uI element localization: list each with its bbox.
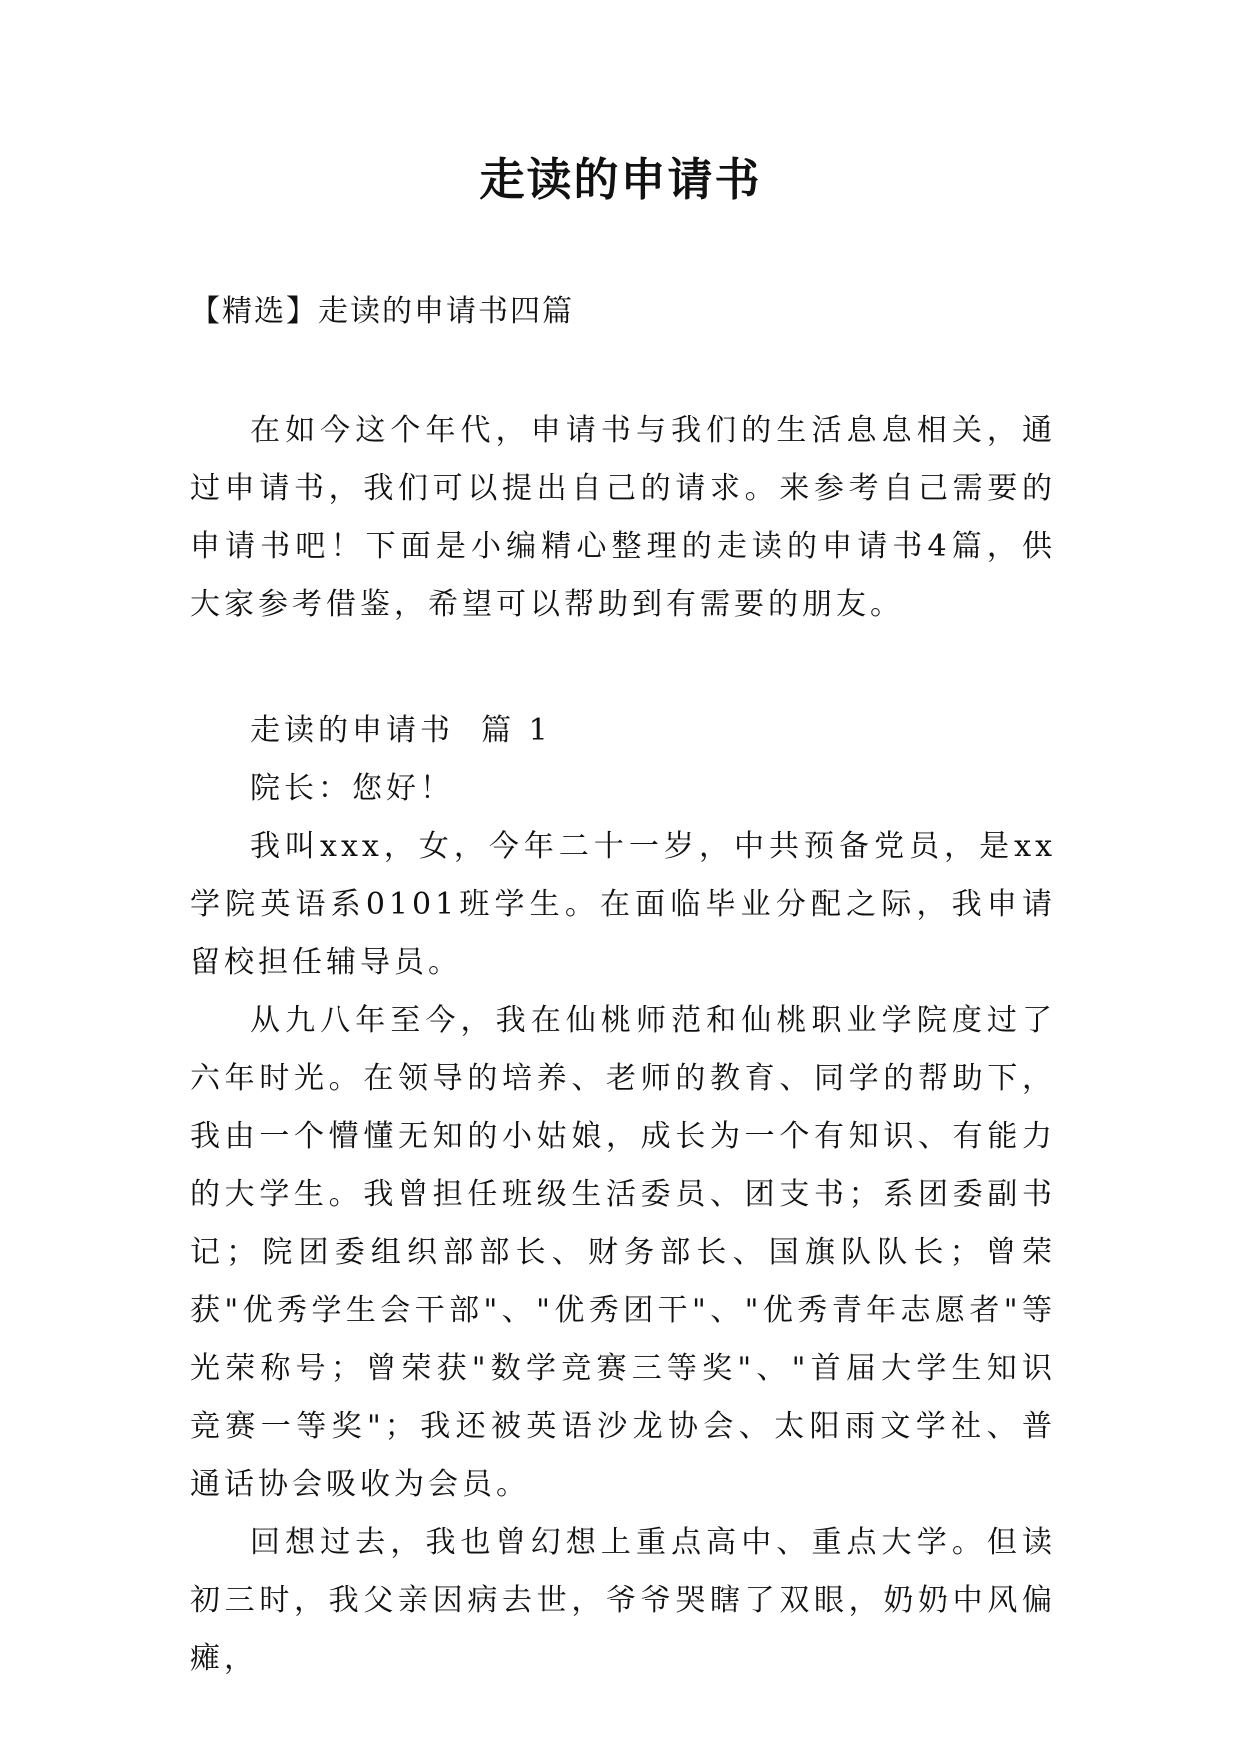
salutation: 院长：您好！ — [250, 771, 454, 806]
body-paragraph: 我叫xxx，女，今年二十一岁，中共预备党员，是xx学院英语系0101班学生。在面临毕业分配之际，我申请留校担任辅导员。 — [190, 829, 1056, 980]
intro-block — [190, 402, 1056, 634]
section-1 — [190, 702, 1056, 1688]
document-subtitle: 【精选】走读的申请书四篇 — [190, 294, 574, 329]
document-title: 走读的申请书 — [479, 153, 762, 206]
body-paragraph: 从九八年至今，我在仙桃师范和仙桃职业学院度过了六年时光。在领导的培养、老师的教育、同学的帮助下，我由一个懵懂无知的小姑娘，成长为一个有知识、有能力的大学生。我曾担任班级生活委员、团支书；系团委副书记；院团委组织部部长、财务部长、国旗队队长；曾荣获"优秀学生会干部"、"优秀团干"、"优秀青年志愿者"等光荣称号；曾荣获"数学竞赛三等奖"、"首届大学生知识竞赛一等奖"；我还被英语沙龙协会、太阳雨文学社、普通话协会吸收为会员。 — [190, 1003, 1056, 1502]
body-paragraph: 回想过去，我也曾幻想上重点高中、重点大学。但读初三时，我父亲因病去世，爷爷哭瞎了双眼，奶奶中风偏瘫， — [190, 1525, 1056, 1676]
section-heading: 走读的申请书 篇 1 — [250, 713, 552, 748]
intro-paragraph: 在如今这个年代，申请书与我们的生活息息相关，通过申请书，我们可以提出自己的请求。来参考自己需要的申请书吧！下面是小编精心整理的走读的申请书4篇，供大家参考借鉴，希望可以帮助到有需要的朋友。 — [190, 413, 1056, 622]
